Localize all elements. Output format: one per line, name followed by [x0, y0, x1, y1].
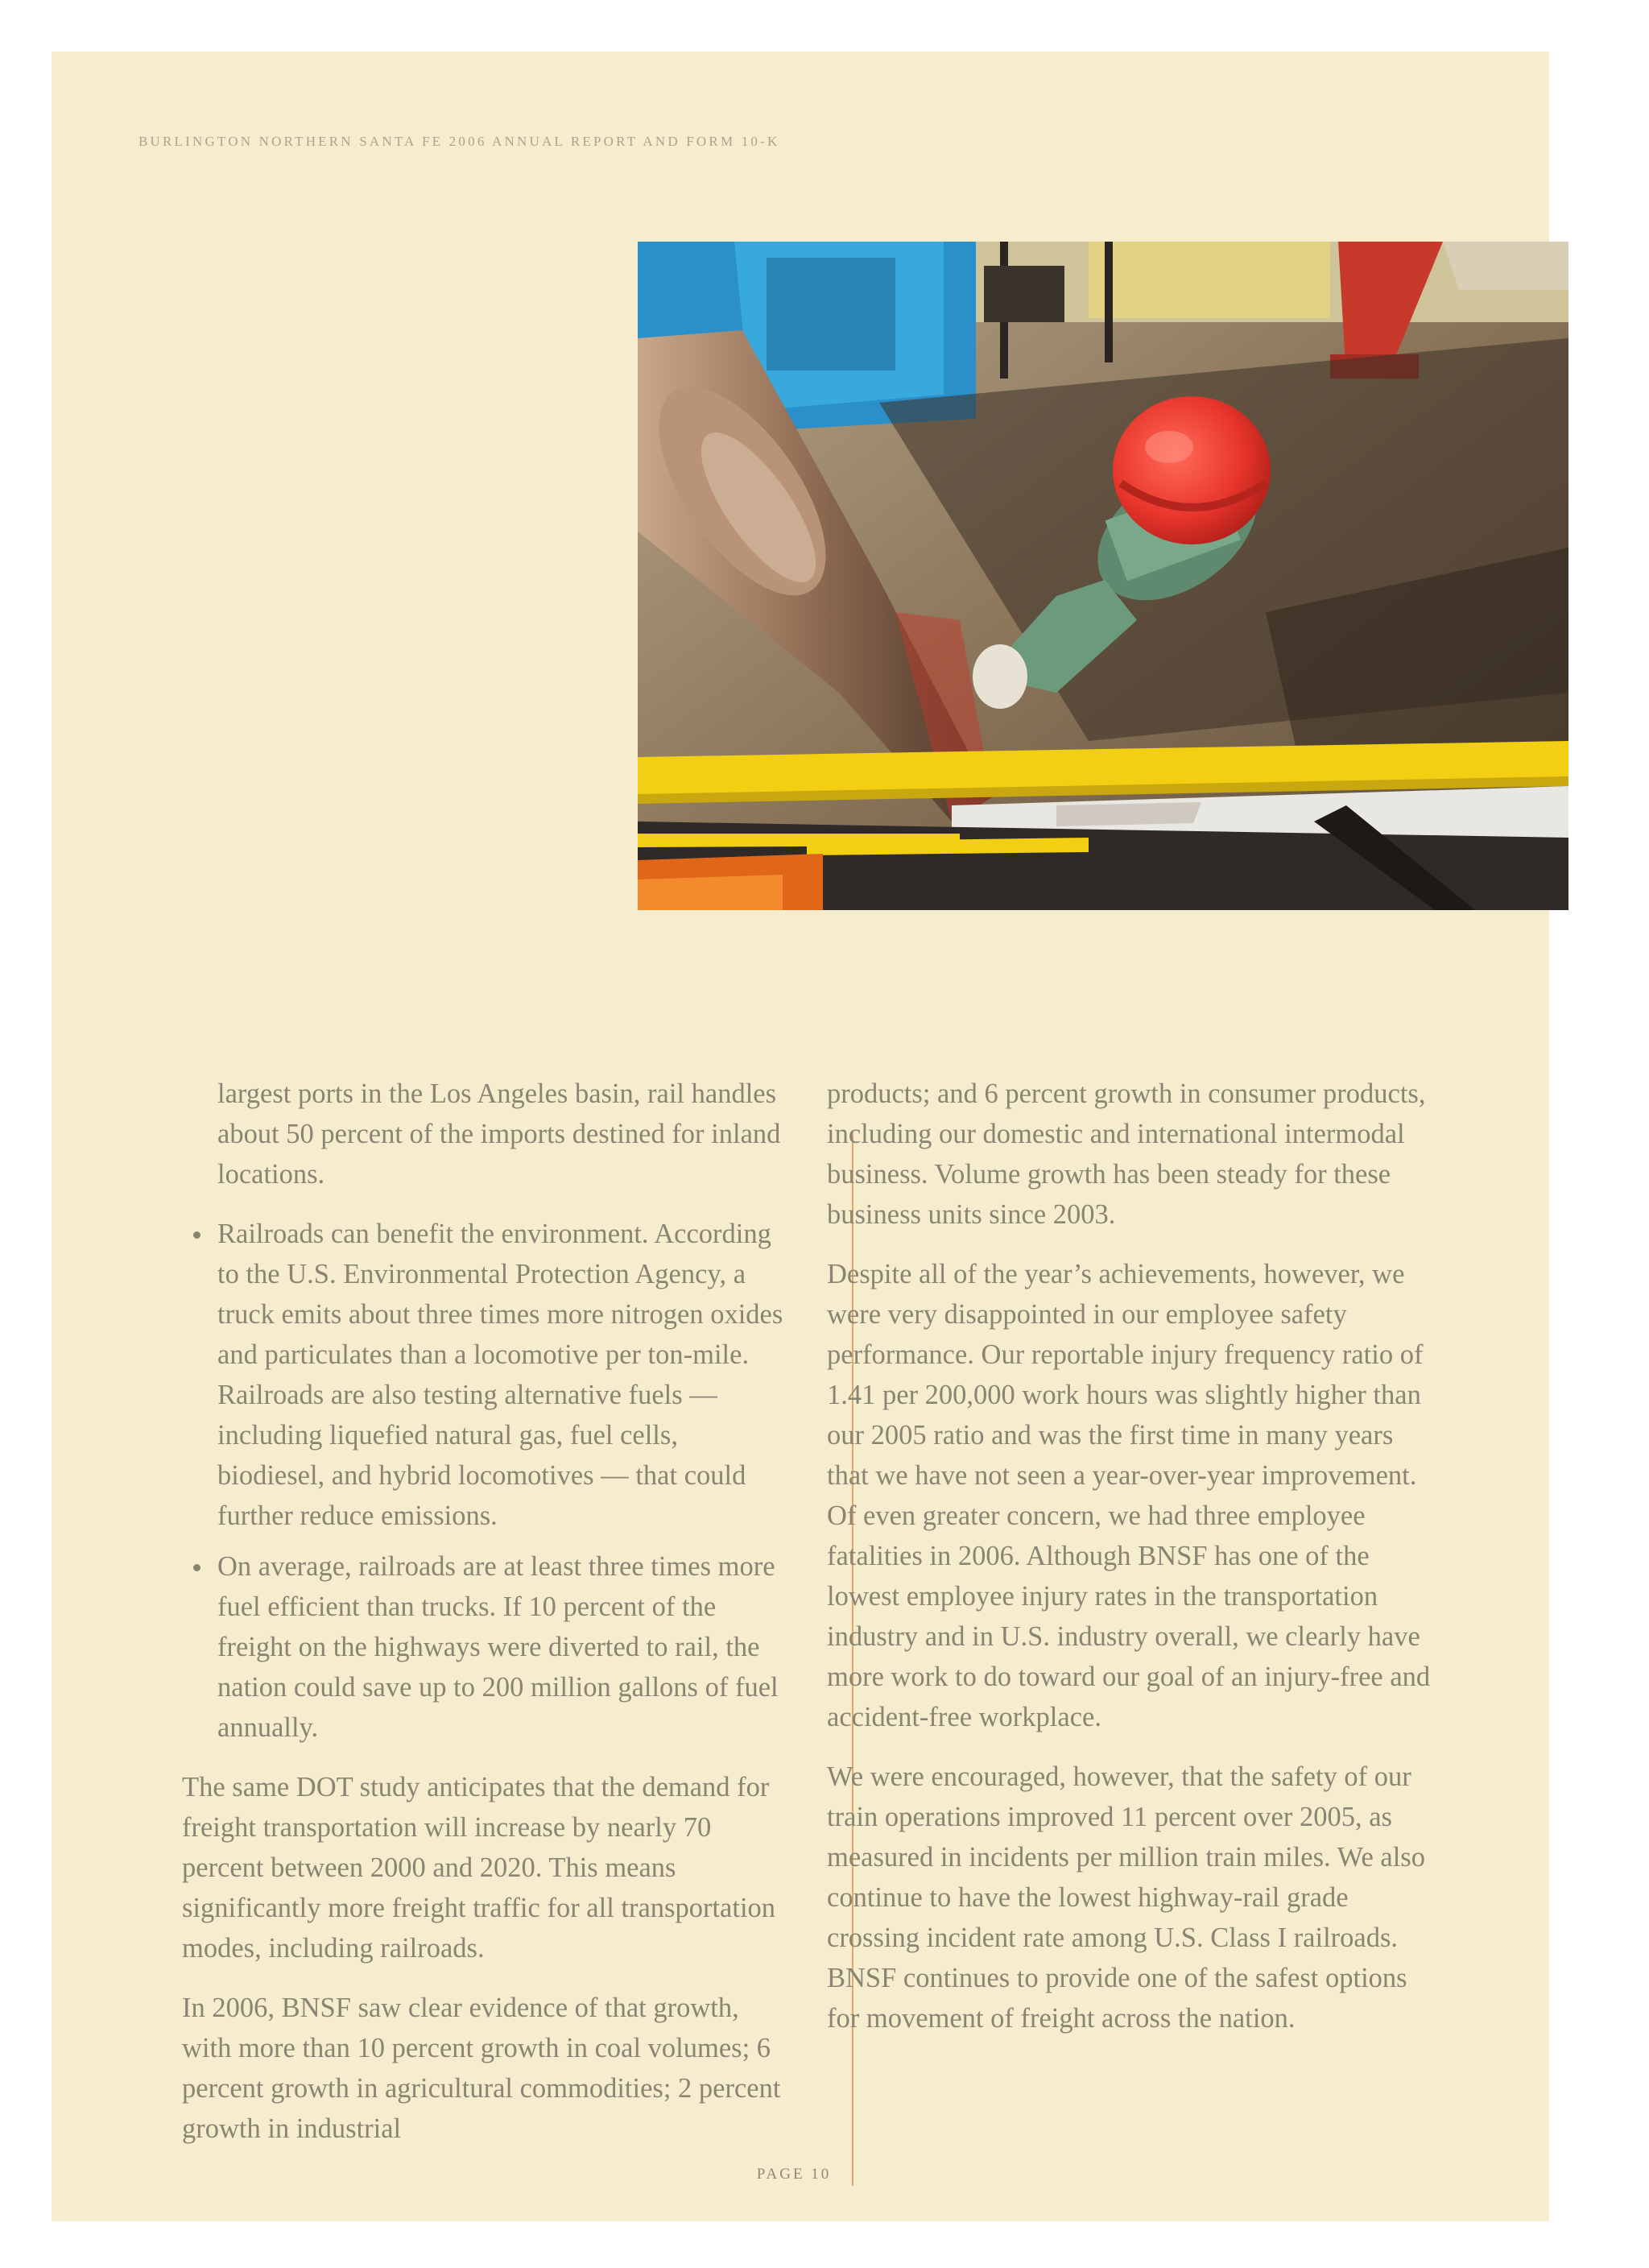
worker-fueling-photo	[638, 242, 1568, 910]
paragraph-volume-growth: products; and 6 percent growth in consumer products, including our domestic and international intermodal business. Volume growth has been steady for these business units since 2003.	[827, 1078, 1426, 1230]
running-header: BURLINGTON NORTHERN SANTA FE 2006 ANNUAL REPORT AND FORM 10-K	[138, 134, 780, 149]
paragraph-safety-performance: Despite all of the year’s achievements, however, we were very disappointed in our employee safety performance. Our reportable injury frequency ratio of 1.41 per 200,000 work hours was slightly higher than our 2005 ratio and was the first time in many years that we have not seen a year-over-year improvement. Of even greater concern, we had three employee fatalities in 2006. Although BNSF has one of the lowest employee injury rates in the transportation industry and in U.S. industry overall, we clearly have more work to do toward our goal of an injury-free and accident-free workplace.	[827, 1259, 1431, 1732]
photo-illustration	[638, 242, 1568, 910]
page-number: PAGE 10	[756, 2166, 832, 2183]
paragraph-train-safety: We were encouraged, however, that the safety of our train operations improved 11 percent over 2005, as measured in incidents per million train miles. We also continue to have the lowest highway-rail grade crossing incident rate among U.S. Class I railroads. BNSF continues to provide one of the safest options for movement of freight across the nation.	[827, 1761, 1425, 2034]
paragraph-dot-study: The same DOT study anticipates that the demand for freight transportation will increase by nearly 70 percent between 2000 and 2020. This means significantly more freight traffic for all transportation modes, including railroads.	[182, 1772, 776, 1964]
left-text-column	[182, 1074, 786, 2168]
paragraph-bnsf-growth: In 2006, BNSF saw clear evidence of that growth, with more than 10 percent growth in coal volumes; 6 percent growth in agricultural commodities; 2 percent growth in industrial	[182, 1993, 781, 2144]
bullet-fuel-efficiency: On average, railroads are at least three times more fuel efficient than trucks. If 10 percent of the freight on the highways were diverted to rail, the nation could save up to 200 million gallons of fuel annually.	[217, 1546, 786, 1748]
right-text-column	[827, 1074, 1439, 2058]
continued-paragraph: largest ports in the Los Angeles basin, rail handles about 50 percent of the imports destined for inland locations.	[217, 1078, 781, 1190]
bullet-environment: Railroads can benefit the environment. According to the U.S. Environmental Protection Agency, a truck emits about three times more nitrogen oxides and particulates than a locomotive per ton-mile. Railroads are also testing alternative fuels — including liquefied natural gas, fuel cells, biodiesel, and hybrid locomotives — that could further reduce emissions.	[217, 1214, 786, 1536]
bullet-list	[182, 1214, 786, 1748]
